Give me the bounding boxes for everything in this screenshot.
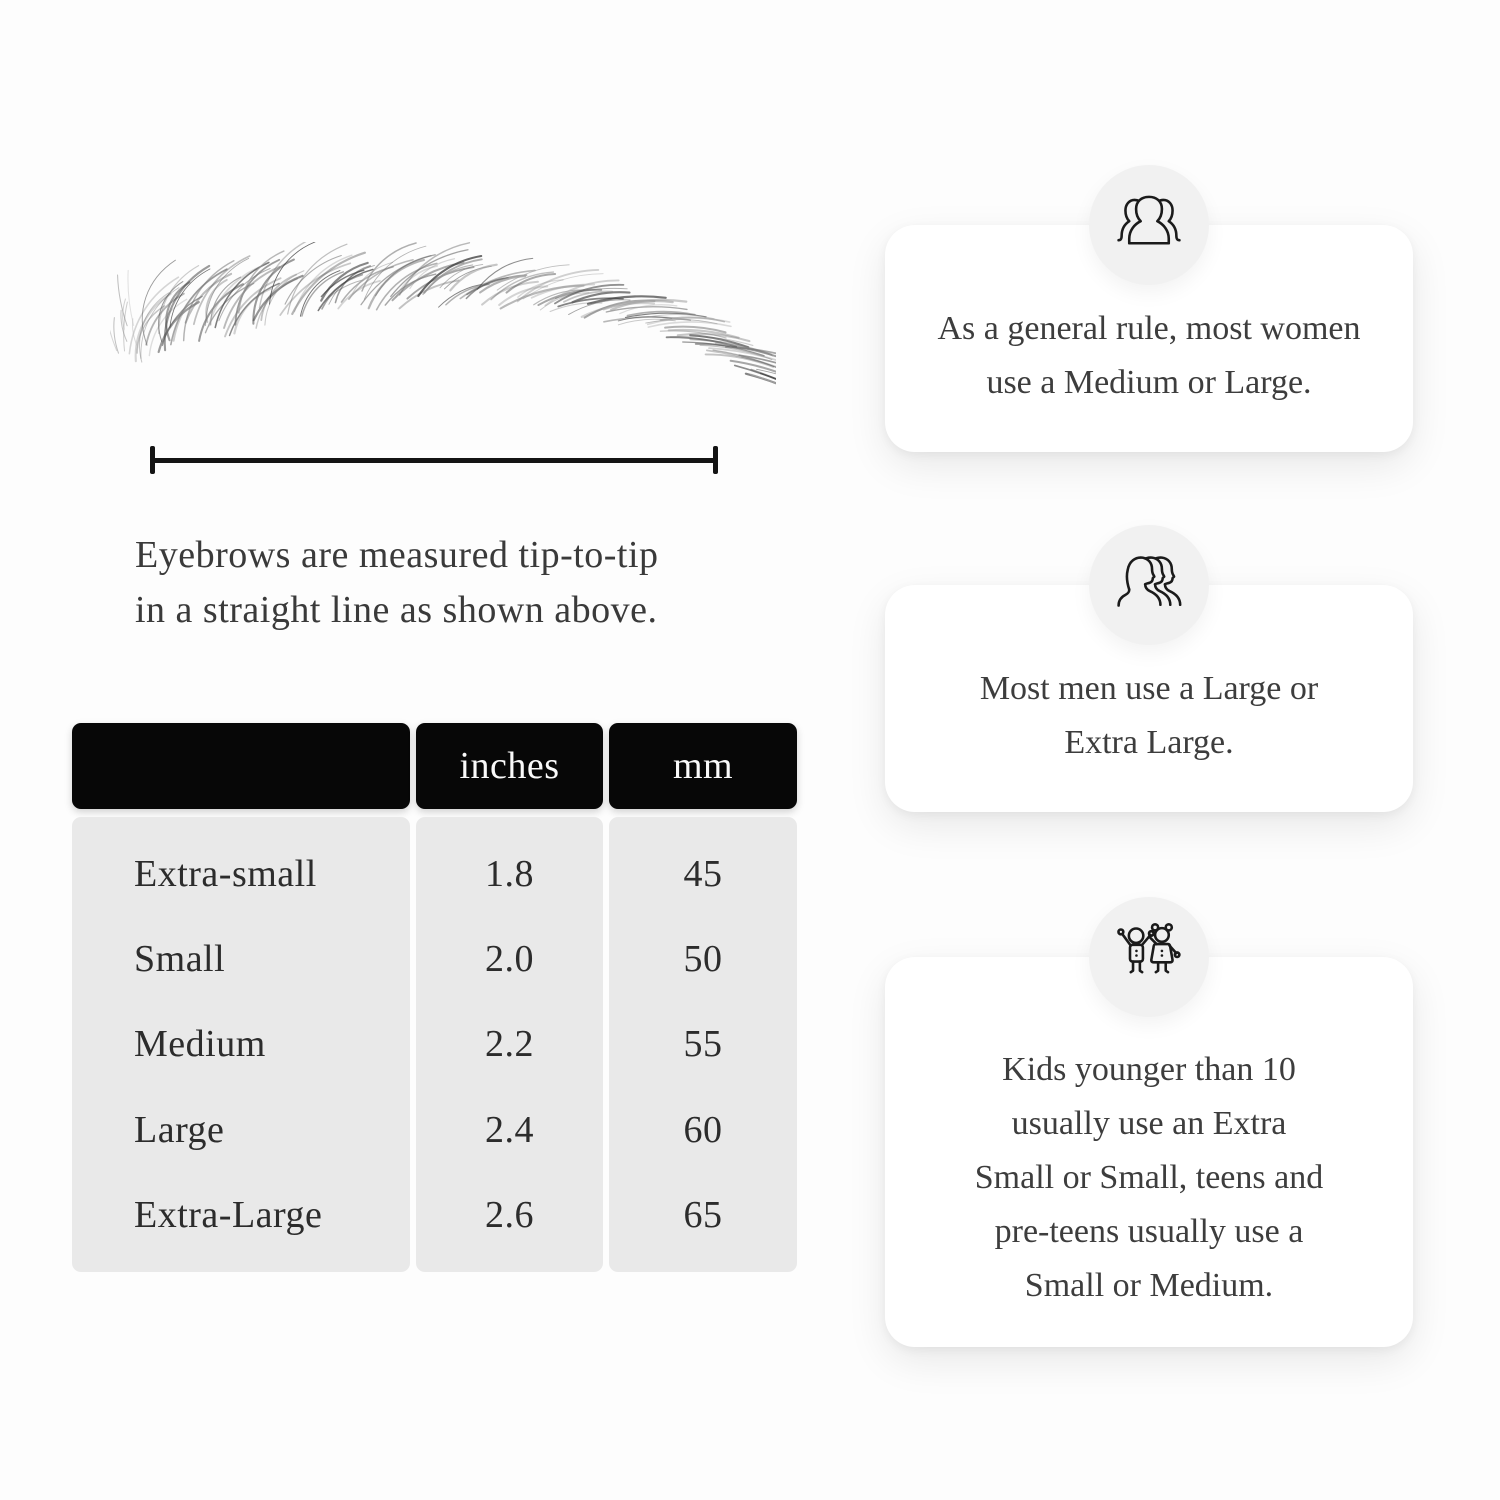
card-kids-text-line: usually use an Extra <box>1011 1105 1287 1142</box>
card-men <box>885 585 1413 812</box>
measurement-tick-right <box>713 446 718 474</box>
card-women-text-line: As a general rule, most women <box>937 309 1361 347</box>
eyebrow-illustration <box>110 242 776 420</box>
caption-line-2: in a straight line as shown above. <box>135 589 658 631</box>
card-men-text-line: Most men use a Large or <box>979 669 1319 707</box>
table-cell-mm: 45 <box>683 852 723 895</box>
table-cell-mm: 50 <box>683 938 723 981</box>
table-cell-inches: 2.6 <box>485 1194 534 1237</box>
measurement-caption <box>135 528 775 638</box>
table-column-sizes <box>72 817 410 1272</box>
card-men-text-line: Extra Large. <box>1064 723 1234 761</box>
table-header-size <box>72 723 410 809</box>
card-kids-text-line: Kids younger than 10 <box>1002 1051 1296 1088</box>
table-cell-mm: 65 <box>683 1194 723 1237</box>
table-cell-inches: 2.2 <box>485 1023 534 1066</box>
card-kids-text-line: Small or Small, teens and <box>974 1159 1324 1196</box>
table-cell-mm: 60 <box>683 1108 723 1151</box>
measurement-bar <box>150 458 718 463</box>
table-header-inches: inches <box>416 723 603 809</box>
measurement-line <box>150 446 718 474</box>
table-cell-size: Small <box>134 938 226 981</box>
table-cell-size: Medium <box>134 1023 266 1066</box>
table-column-mm <box>609 817 797 1272</box>
table-cell-mm: 55 <box>683 1023 723 1066</box>
table-cell-size: Large <box>134 1108 225 1151</box>
table-cell-inches: 2.0 <box>485 938 534 981</box>
men-group-icon <box>1089 525 1209 645</box>
table-column-inches <box>416 817 603 1272</box>
card-kids-text-line: pre-teens usually use a <box>994 1213 1304 1250</box>
kids-icon <box>1089 897 1209 1017</box>
table-header-mm: mm <box>609 723 797 809</box>
caption-line-1: Eyebrows are measured tip-to-tip <box>135 534 659 576</box>
table-cell-inches: 1.8 <box>485 852 534 895</box>
card-kids <box>885 957 1413 1347</box>
card-women <box>885 225 1413 452</box>
card-kids-text-line: Small or Medium. <box>1024 1267 1274 1304</box>
women-group-icon <box>1089 165 1209 285</box>
card-women-text-line: use a Medium or Large. <box>986 363 1312 401</box>
table-cell-inches: 2.4 <box>485 1108 534 1151</box>
eyebrow-svg <box>110 242 776 420</box>
table-cell-size: Extra-small <box>134 852 317 895</box>
table-cell-size: Extra-Large <box>134 1194 323 1237</box>
